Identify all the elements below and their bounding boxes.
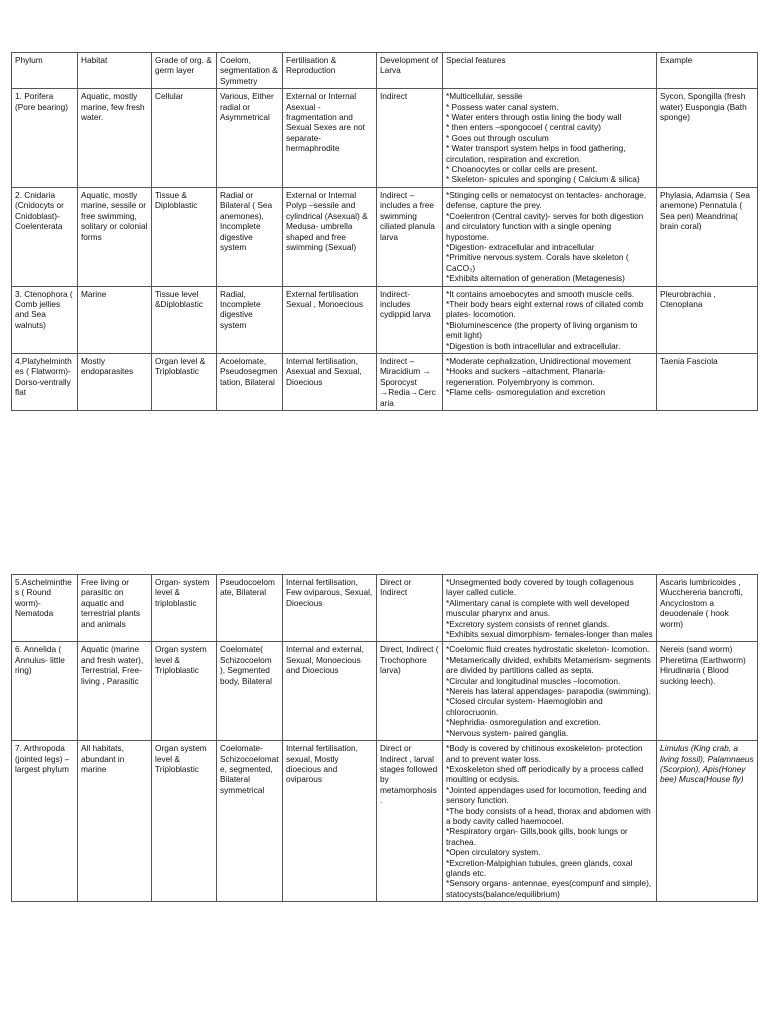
cell-features: *Moderate cephalization, Unidirectional movement *Hooks and suckers –attachment, Planaria- regeneration. Polyembryony is common. *Flame cells- osmoregulation and excretion	[443, 353, 657, 410]
cell-fertilisation: Internal fertilisation, Few oviparous, Sexual, Dioecious	[283, 575, 377, 642]
cell-development: Indirect- includes cydippid larva	[377, 286, 443, 353]
cell-coelom: Radial, Incomplete digestive system	[217, 286, 283, 353]
cell-development: Direct or Indirect	[377, 575, 443, 642]
cell-habitat: Aquatic, mostly marine, sessile or free swimming, solitary or colonial forms	[78, 187, 152, 286]
cell-habitat: Free living or parasitic on aquatic and terrestrial plants and animals	[78, 575, 152, 642]
table-row	[12, 741, 758, 902]
cell-coelom: Radial or Bilateral ( Sea anemones), Incomplete digestive system	[217, 187, 283, 286]
cell-example: Nereis (sand worm) Pheretima (Earthworm) Hirudinaria ( Blood sucking leech).	[657, 642, 758, 741]
header-habitat: Habitat	[78, 53, 152, 89]
table-row	[12, 286, 758, 353]
cell-habitat: Mostly endoparasites	[78, 353, 152, 410]
cell-development: Direct or Indirect , larval stages followed by metamorphosis.	[377, 741, 443, 902]
cell-grade: Tissue & Diploblastic	[152, 187, 217, 286]
cell-development: Direct, Indirect ( Trochophore larva)	[377, 642, 443, 741]
cell-development: Indirect – Miracidium → Sporocyst →Redia→Cercaria	[377, 353, 443, 410]
header-phylum: Phylum	[12, 53, 78, 89]
cell-phylum: 5.Aschelminthes ( Round worm)- Nematoda	[12, 575, 78, 642]
cell-fertilisation: Internal and external, Sexual, Monoecious and Dioecious	[283, 642, 377, 741]
cell-grade: Tissue level &Diploblastic	[152, 286, 217, 353]
header-row	[12, 53, 758, 89]
cell-habitat: Marine	[78, 286, 152, 353]
header-features: Special features	[443, 53, 657, 89]
cell-features: *Coelomic fluid creates hydrostatic skeleton- lcomotion. *Metamerically divided, exhibits Metamerism- segments are divided by partitions called as septa. *Circular and longitudinal muscles –locomotion. *Nereis has lateral appendages- parapodia (swimming). *Closed circular system- Haemoglobin and chlorocruonin. *Nephridia- osmoregulation and excretion. *Nervous system- paired ganglia.	[443, 642, 657, 741]
cell-development: Indirect	[377, 89, 443, 188]
cell-fertilisation: External fertilisation Sexual , Monoecious	[283, 286, 377, 353]
phyla-table-page-2	[11, 574, 758, 902]
cell-habitat: Aquatic (marine and fresh water), Terrestrial, Free-living , Parasitic	[78, 642, 152, 741]
cell-coelom: Coelomate( Schizocoelom ), Segmented body, Bilateral	[217, 642, 283, 741]
cell-grade: Organ- system level & triploblastic	[152, 575, 217, 642]
cell-features: *Stinging cells or nematocyst on tentacles- anchorage, defense, capture the prey. *Coelentron (Central cavity)- serves for both digestion and circulatory function with a single opening hypostome. *Digestion- extracellular and intracellular *Primitive nervous system. Corals have skeleton ( CaCO₃) *Exhibits alternation of generation (Metagenesis)	[443, 187, 657, 286]
cell-phylum: 7. Arthropoda (jointed legs) – largest phylum	[12, 741, 78, 902]
header-fertilisation: Fertilisation & Reproduction	[283, 53, 377, 89]
cell-example: Limulus (King crab, a living fossil), Palamnaeus (Scorpion), Apis(Honey bee) Musca(House fly)	[657, 741, 758, 902]
cell-development: Indirect – includes a free swimming ciliated planula larva	[377, 187, 443, 286]
cell-grade: Organ level & Triploblastic	[152, 353, 217, 410]
cell-phylum: 1. Porifera (Pore bearing)	[12, 89, 78, 188]
cell-features: *Multicellular, sessile * Possess water canal system. * Water enters through ostia lining the body wall * then enters –spongocoel ( central cavity) * Goes out through osculum * Water transport system helps in food gathering, circulation, respiration and excretion. * Choanocytes or collar cells are present. * Skeleton- spicules and sponging ( Calcium & silica)	[443, 89, 657, 188]
cell-phylum: 2. Cnidaria (Cnidocyts or Cnidoblast)- Coelenterata	[12, 187, 78, 286]
phyla-table-page-1	[11, 52, 758, 411]
cell-example: Sycon, Spongilla (fresh water) Euspongia (Bath sponge)	[657, 89, 758, 188]
cell-habitat: All habitats, abundant in marine	[78, 741, 152, 902]
cell-coelom: Acoelomate, Pseudosegmentation, Bilateral	[217, 353, 283, 410]
cell-coelom: Various, Either radial or Asymmetrical	[217, 89, 283, 188]
cell-grade: Organ system level & Triploblastic	[152, 642, 217, 741]
header-development: Development of Larva	[377, 53, 443, 89]
cell-grade: Organ system level & Triploblastic	[152, 741, 217, 902]
cell-coelom: Coelomate- Schizocoelomate, segmented, Bilateral symmetrical	[217, 741, 283, 902]
cell-example: Taenia Fasciola	[657, 353, 758, 410]
table-row	[12, 353, 758, 410]
header-grade: Grade of org. & germ layer	[152, 53, 217, 89]
header-example: Example	[657, 53, 758, 89]
cell-grade: Cellular	[152, 89, 217, 188]
table-row	[12, 575, 758, 642]
cell-example: Pleurobrachia , Ctenoplana	[657, 286, 758, 353]
cell-coelom: Pseudocoelomate, Bilateral	[217, 575, 283, 642]
table-row	[12, 187, 758, 286]
header-coelom: Coelom, segmentation & Symmetry	[217, 53, 283, 89]
cell-habitat: Aquatic, mostly marine, few fresh water.	[78, 89, 152, 188]
table-row	[12, 89, 758, 188]
cell-fertilisation: Internal fertilisation, sexual, Mostly dioecious and oviparous	[283, 741, 377, 902]
cell-features: *Body is covered by chitinous exoskeleton- protection and to prevent water loss. *Exoskeleton shed off periodically by a process called moulting or ecdysis. *Jointed appendages used for locomotion, feeding and sensory function. *The body consists of a head, thorax and abdomen with a body cavity called haemocoel. *Respiratory organ- Gills,book gills, book lungs or trachea. *Open circulatory system. *Excretion-Malpighian tubules, green glands, coxal glands etc. *Sensory organs- antennae, eyes(compunf and simple), statocysts(balance/equilibrium)	[443, 741, 657, 902]
cell-fertilisation: External or Internal Polyp –sessile and cylindrical (Asexual) & Medusa- umbrella shaped and free swimming (Sexual)	[283, 187, 377, 286]
cell-phylum: 3. Ctenophora ( Comb jellies and Sea walnuts)	[12, 286, 78, 353]
cell-fertilisation: External or Internal Asexual - fragmentation and Sexual Sexes are not separate- hermaphrodite	[283, 89, 377, 188]
cell-features: *Unsegmented body covered by tough collagenous layer called cuticle. *Alimentary canal is complete with well developed muscular pharynx and anus. *Excretory system consists of rennet glands. *Exhibits sexual dimorphism- females-longer than males	[443, 575, 657, 642]
cell-fertilisation: Internal fertilisation, Asexual and Sexual, Dioecious	[283, 353, 377, 410]
table-row	[12, 642, 758, 741]
cell-phylum: 4.Platyhelminthes ( Flatworm)- Dorso-ventrally flat	[12, 353, 78, 410]
cell-features: *It contains amoebocytes and smooth muscle cells. *Their body bears eight external rows of ciliated comb plates- locomotion. *Bioluminescence (the property of living organism to emit light) *Digestion is both intracellular and extracellular.	[443, 286, 657, 353]
cell-example: Ascaris lumbricoides , Wucchereria bancrofti, Ancyclostom a deuodenale ( hook worm)	[657, 575, 758, 642]
cell-phylum: 6. Annelida ( Annulus- little ring)	[12, 642, 78, 741]
cell-example: Phylasia, Adamsia ( Sea anemone) Pennatula ( Sea pen) Meandrina( brain coral)	[657, 187, 758, 286]
